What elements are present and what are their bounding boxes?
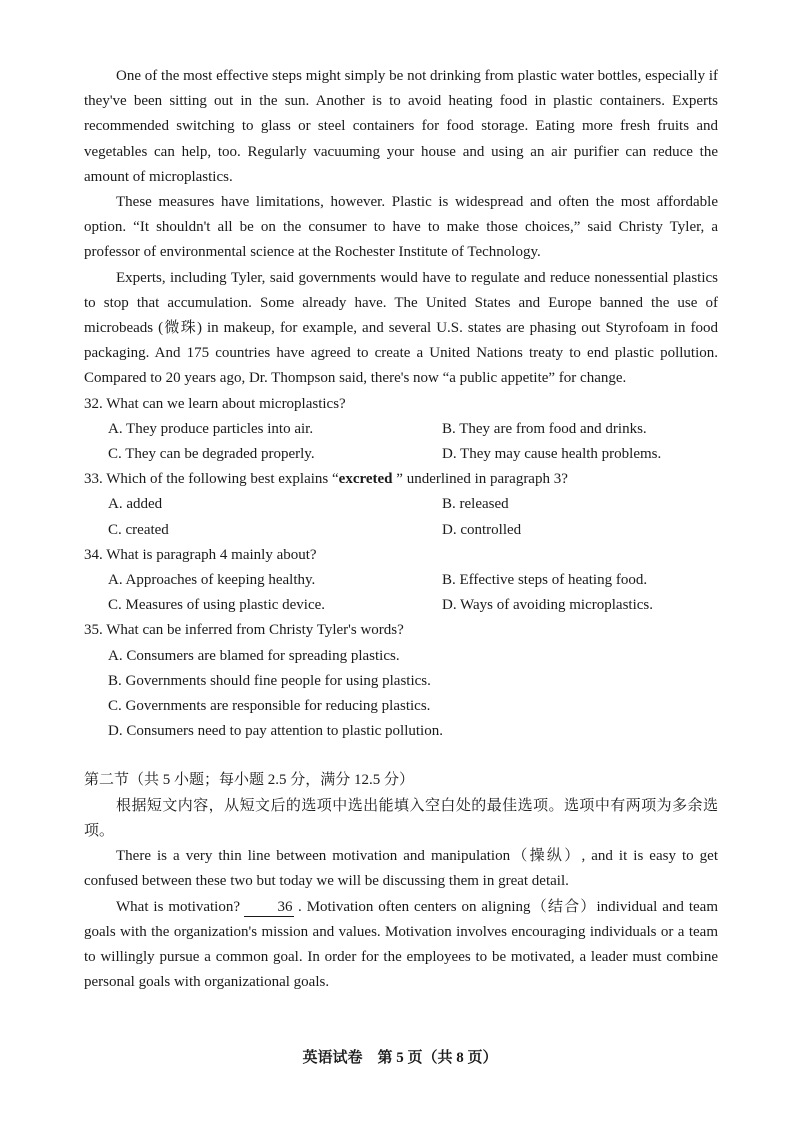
question-stem: 32. What can we learn about microplastics?: [84, 395, 346, 412]
stem-text-after: ” underlined in paragraph 3?: [392, 471, 568, 488]
question-32: [84, 392, 718, 468]
option-d: D. Ways of avoiding microplastics.: [442, 597, 653, 614]
section-paragraph-1: There is a very thin line between motivation and manipulation（操纵）, and it is easy to get confused between these two but today we will be discussing them in great detail.: [84, 848, 718, 890]
passage-paragraph-1: One of the most effective steps might simply be not drinking from plastic water bottles, especially if they've been sitting out in the sun. Another is to avoid heating food in plastic containers. Experts recommended switching to glass or steel containers for food storage. Eating more fresh fruits and vegetables can help, too. Regularly vacuuming your house and using an air purifier can reduce the amount of microplastics.: [84, 68, 718, 185]
question-35: [84, 618, 718, 744]
paragraph-text-before: What is motivation?: [116, 898, 241, 915]
options-grid: [84, 492, 718, 542]
question-stem: 35. What can be inferred from Christy Tyler's words?: [84, 622, 404, 639]
options-list: [84, 644, 718, 745]
stem-text-before: 33. Which of the following best explains “: [84, 471, 339, 488]
question-33: [84, 467, 718, 543]
option-a: A. They produce particles into air.: [108, 420, 314, 437]
option-c: C. Governments are responsible for reducing plastics.: [108, 698, 431, 715]
question-stem: [84, 467, 718, 492]
option-c: C. created: [108, 521, 169, 538]
page-footer: 英语试卷 第 5 页（共 8 页）: [302, 1050, 498, 1066]
option-d: D. Consumers need to pay attention to plastic pollution.: [108, 723, 443, 740]
section-heading: 第二节（共 5 小题；每小题 2.5 分，满分 12.5 分）: [84, 772, 415, 789]
option-a: A. Consumers are blamed for spreading plastics.: [108, 647, 400, 664]
option-b: B. released: [442, 496, 509, 513]
passage-paragraph-3: Experts, including Tyler, said governments would have to regulate and reduce nonessential plastics to stop that accumulation. Some already have. The United States and Europe banned the use of microbeads (微珠) in makeup, for example, and several U.S. states are phasing out Styrofoam in food packaging. And 175 countries have agreed to create a United Nations treaty to end plastic pollution. Compared to 20 years ago, Dr. Thompson said, there's now “a public appetite” for change.: [84, 269, 718, 387]
option-d: D. controlled: [442, 521, 522, 538]
option-c: C. They can be degraded properly.: [108, 446, 315, 463]
section-instruction: 根据短文内容，从短文后的选项中选出能填入空白处的最佳选项。选项中有两项为多余选项。: [84, 797, 718, 839]
section-paragraph-2: [84, 895, 718, 996]
passage-paragraph-2: These measures have limitations, however. Plastic is widespread and often the most affordable option. “It shouldn't all be on the consumer to have to make those choices,” said Christy Tyler, a professor of environmental science at the Rochester Institute of Technology.: [84, 194, 718, 261]
paragraph-text-after: . Motivation often centers on aligning（结合）individual and team goals with the organization's mission and values. Motivation involves encouraging individuals or a team to willingly pursue a common goal. In order for the employees to be motivated, a leader must combine personal goals with organizational goals.: [84, 898, 718, 991]
page-content: [84, 64, 718, 995]
option-c: C. Measures of using plastic device.: [108, 597, 326, 614]
option-a: A. added: [108, 496, 163, 513]
question-stem: 34. What is paragraph 4 mainly about?: [84, 546, 317, 563]
options-grid: [84, 568, 718, 618]
option-d: D. They may cause health problems.: [442, 446, 662, 463]
question-34: [84, 543, 718, 619]
option-a: A. Approaches of keeping healthy.: [108, 572, 316, 589]
option-b: B. Governments should fine people for using plastics.: [108, 672, 431, 689]
underlined-word: excreted: [338, 471, 393, 488]
options-grid: [84, 417, 718, 467]
option-b: B. Effective steps of heating food.: [442, 572, 648, 589]
option-b: B. They are from food and drinks.: [442, 420, 647, 437]
blank-36: 36: [244, 898, 294, 917]
